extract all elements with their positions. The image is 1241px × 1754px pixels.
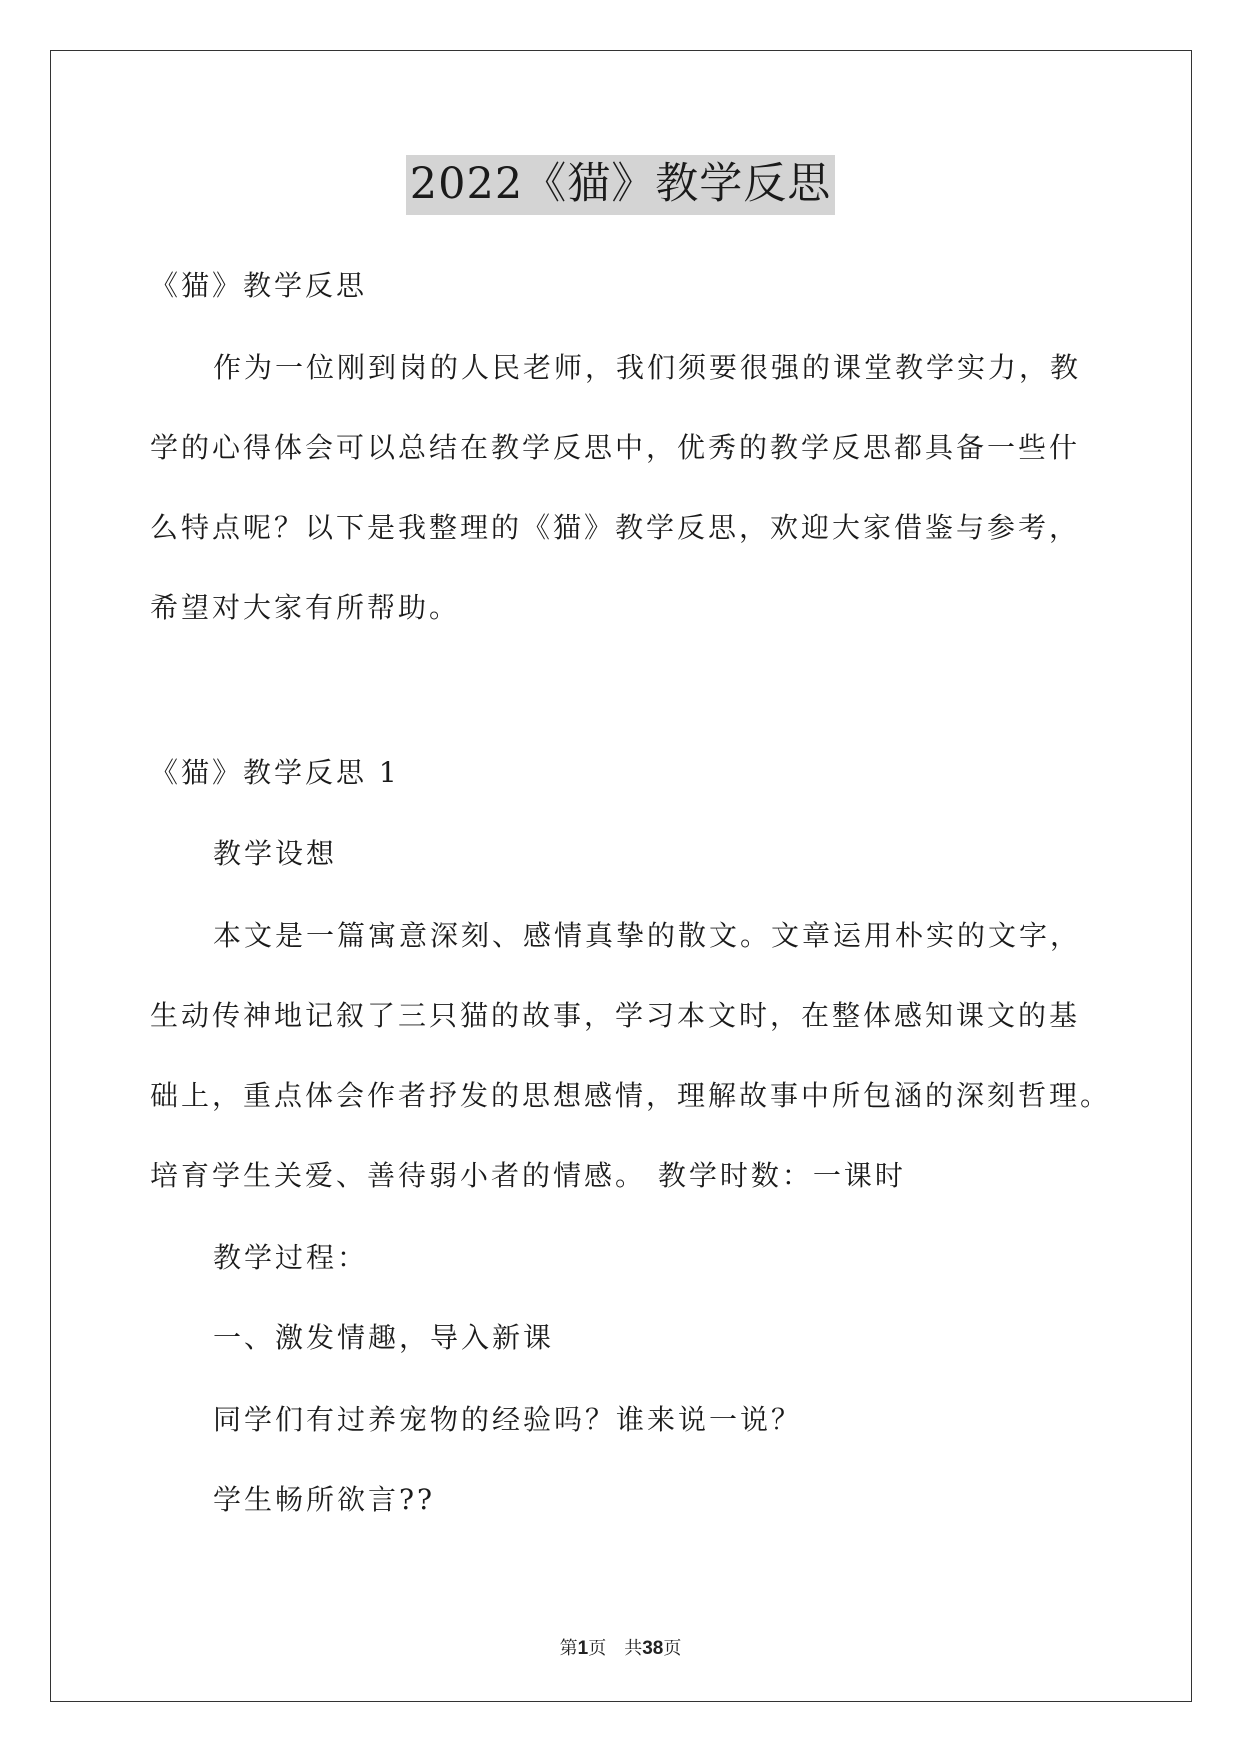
page-mid: 页 共 [588, 1638, 643, 1659]
paragraph-line: 学生畅所欲言?? [213, 1483, 436, 1516]
page-footer [0, 1634, 1241, 1660]
paragraph-line: 培育学生关爱、善待弱小者的情感。 教学时数：一课时 [150, 1159, 906, 1192]
paragraph-line: 生动传神地记叙了三只猫的故事，学习本文时，在整体感知课文的基 [150, 999, 1081, 1032]
paragraph-line: 希望对大家有所帮助。 [150, 591, 461, 624]
page-suffix: 页 [663, 1638, 682, 1659]
section-heading: 《猫》教学反思 1 [150, 756, 400, 789]
paragraph-line: 作为一位刚到岗的人民老师，我们须要很强的课堂教学实力，教 [213, 351, 1082, 384]
subheading: 教学过程： [213, 1241, 369, 1274]
page-prefix: 第 [559, 1638, 578, 1659]
paragraph-line: 么特点呢？以下是我整理的《猫》教学反思，欢迎大家借鉴与参考， [150, 511, 1081, 544]
paragraph-line: 学的心得体会可以总结在教学反思中，优秀的教学反思都具备一些什 [150, 431, 1081, 464]
subheading: 教学设想 [213, 837, 338, 870]
section-heading: 《猫》教学反思 [150, 269, 368, 302]
page-total-number: 38 [642, 1638, 664, 1659]
paragraph-line: 本文是一篇寓意深刻、感情真挚的散文。文章运用朴实的文字， [213, 919, 1082, 952]
document-title-text: 2022《猫》教学反思 [406, 155, 835, 215]
subheading: 一、激发情趣，导入新课 [213, 1321, 555, 1354]
page-current-number: 1 [577, 1638, 589, 1659]
paragraph-line: 础上，重点体会作者抒发的思想感情，理解故事中所包涵的深刻哲理。 [150, 1079, 1112, 1112]
document-title [0, 150, 1241, 211]
paragraph-line: 同学们有过养宠物的经验吗？谁来说一说？ [213, 1403, 803, 1436]
